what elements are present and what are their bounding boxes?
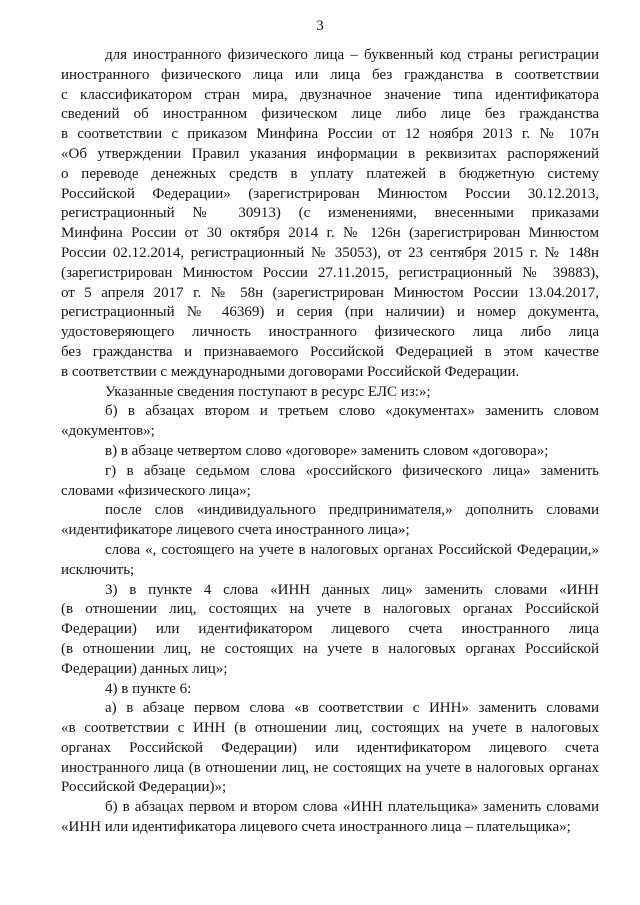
text-line: слова «, состоящего на учете в налоговых органах Российской Федерации,» [105, 541, 599, 558]
text-line: России 02.12.2014, регистрационный № 35053), от 23 сентября 2015 г. № 148н [61, 244, 599, 261]
text-line: Указанные сведения поступают в ресурс ЕЛС из:»; [105, 383, 431, 400]
text-line: Российской Федерации» (зарегистрирован Минюстом России 30.12.2013, [61, 185, 599, 202]
text-line: органах Российской Федерации) или идентификатором лицевого счета [61, 739, 599, 756]
text-line: сведений об иностранном физическом лице либо лице без гражданства [61, 106, 599, 123]
text-line: регистрационный № 46369) и серия (при наличии) и номер документа, [61, 304, 599, 321]
text-line: удостоверяющего личность иностранного физического лица либо лица [61, 324, 599, 341]
text-line: в соответствии с международными договорами Российской Федерации. [61, 363, 520, 380]
text-line: без гражданства и признаваемого Российской Федерацией в этом качестве [61, 343, 599, 360]
text-line: от 5 апреля 2017 г. № 58н (зарегистрирован Минюстом России 13.04.2017, [61, 284, 599, 301]
text-line: (зарегистрирован Минюстом России 27.11.2015, регистрационный № 39883), [61, 264, 599, 281]
text-line: (в отношении лиц, состоящих на учете в налоговых органах Российской [61, 601, 599, 618]
text-line: «Об утверждении Правил указания информации в реквизитах распоряжений [61, 145, 599, 162]
text-line: регистрационный № 30913) (с изменениями, внесенными приказами [61, 205, 599, 222]
text-line: 4) в пункте 6: [105, 680, 192, 697]
text-line: «документов»; [61, 423, 155, 440]
text-line: словами «физического лица»; [61, 482, 251, 499]
text-line: (в отношении лиц, не состоящих на учете в налоговых органах Российской [61, 640, 599, 657]
text-line: о переводе денежных средств в уплату платежей в бюджетную систему [61, 165, 599, 182]
text-line: в) в абзаце четвертом слово «договоре» заменить словом «договора»; [105, 442, 549, 459]
text-line: 3) в пункте 4 слова «ИНН данных лиц» заменить словами «ИНН [105, 581, 599, 598]
text-line: иностранного лица (в отношении лиц, не состоящих на учете в налоговых органах [61, 759, 599, 776]
text-line: для иностранного физического лица – буквенный код страны регистрации [105, 47, 599, 63]
text-line: в соответствии с приказом Минфина России от 12 ноября 2013 г. № 107н [61, 126, 599, 143]
document-body [61, 46, 599, 838]
text-line: г) в абзаце седьмом слова «российского физического лица» заменить [105, 462, 599, 479]
text-line: Российской Федерации)»; [61, 779, 227, 796]
page-number: 3 [316, 18, 324, 34]
text-line: а) в абзаце первом слова «в соответствии с ИНН» заменить словами [105, 700, 599, 717]
text-line: Федерации) данных лиц»; [61, 660, 228, 677]
text-line: «идентификаторе лицевого счета иностранного лица»; [61, 522, 410, 539]
text-line: исключить; [61, 561, 135, 578]
text-line: б) в абзацах втором и третьем слово «документах» заменить словом [105, 403, 599, 420]
text-line: Федерации) или идентификатором лицевого счета иностранного лица [61, 621, 599, 638]
text-line: «ИНН или идентификатора лицевого счета иностранного лица – плательщика»; [61, 819, 571, 836]
text-line: Минфина России от 30 октября 2014 г. № 126н (зарегистрирован Минюстом [61, 225, 599, 242]
text-line: после слов «индивидуального предпринимателя,» дополнить словами [105, 502, 599, 519]
text-line: б) в абзацах первом и втором слова «ИНН плательщика» заменить словами [105, 799, 599, 816]
text-line: «в соответствии с ИНН (в отношении лиц, состоящих на учете в налоговых [61, 720, 599, 737]
text-line: с классификатором стран мира, двузначное значение типа идентификатора [61, 86, 599, 103]
text-line: иностранного физического лица или лица без гражданства в соответствии [61, 66, 599, 83]
